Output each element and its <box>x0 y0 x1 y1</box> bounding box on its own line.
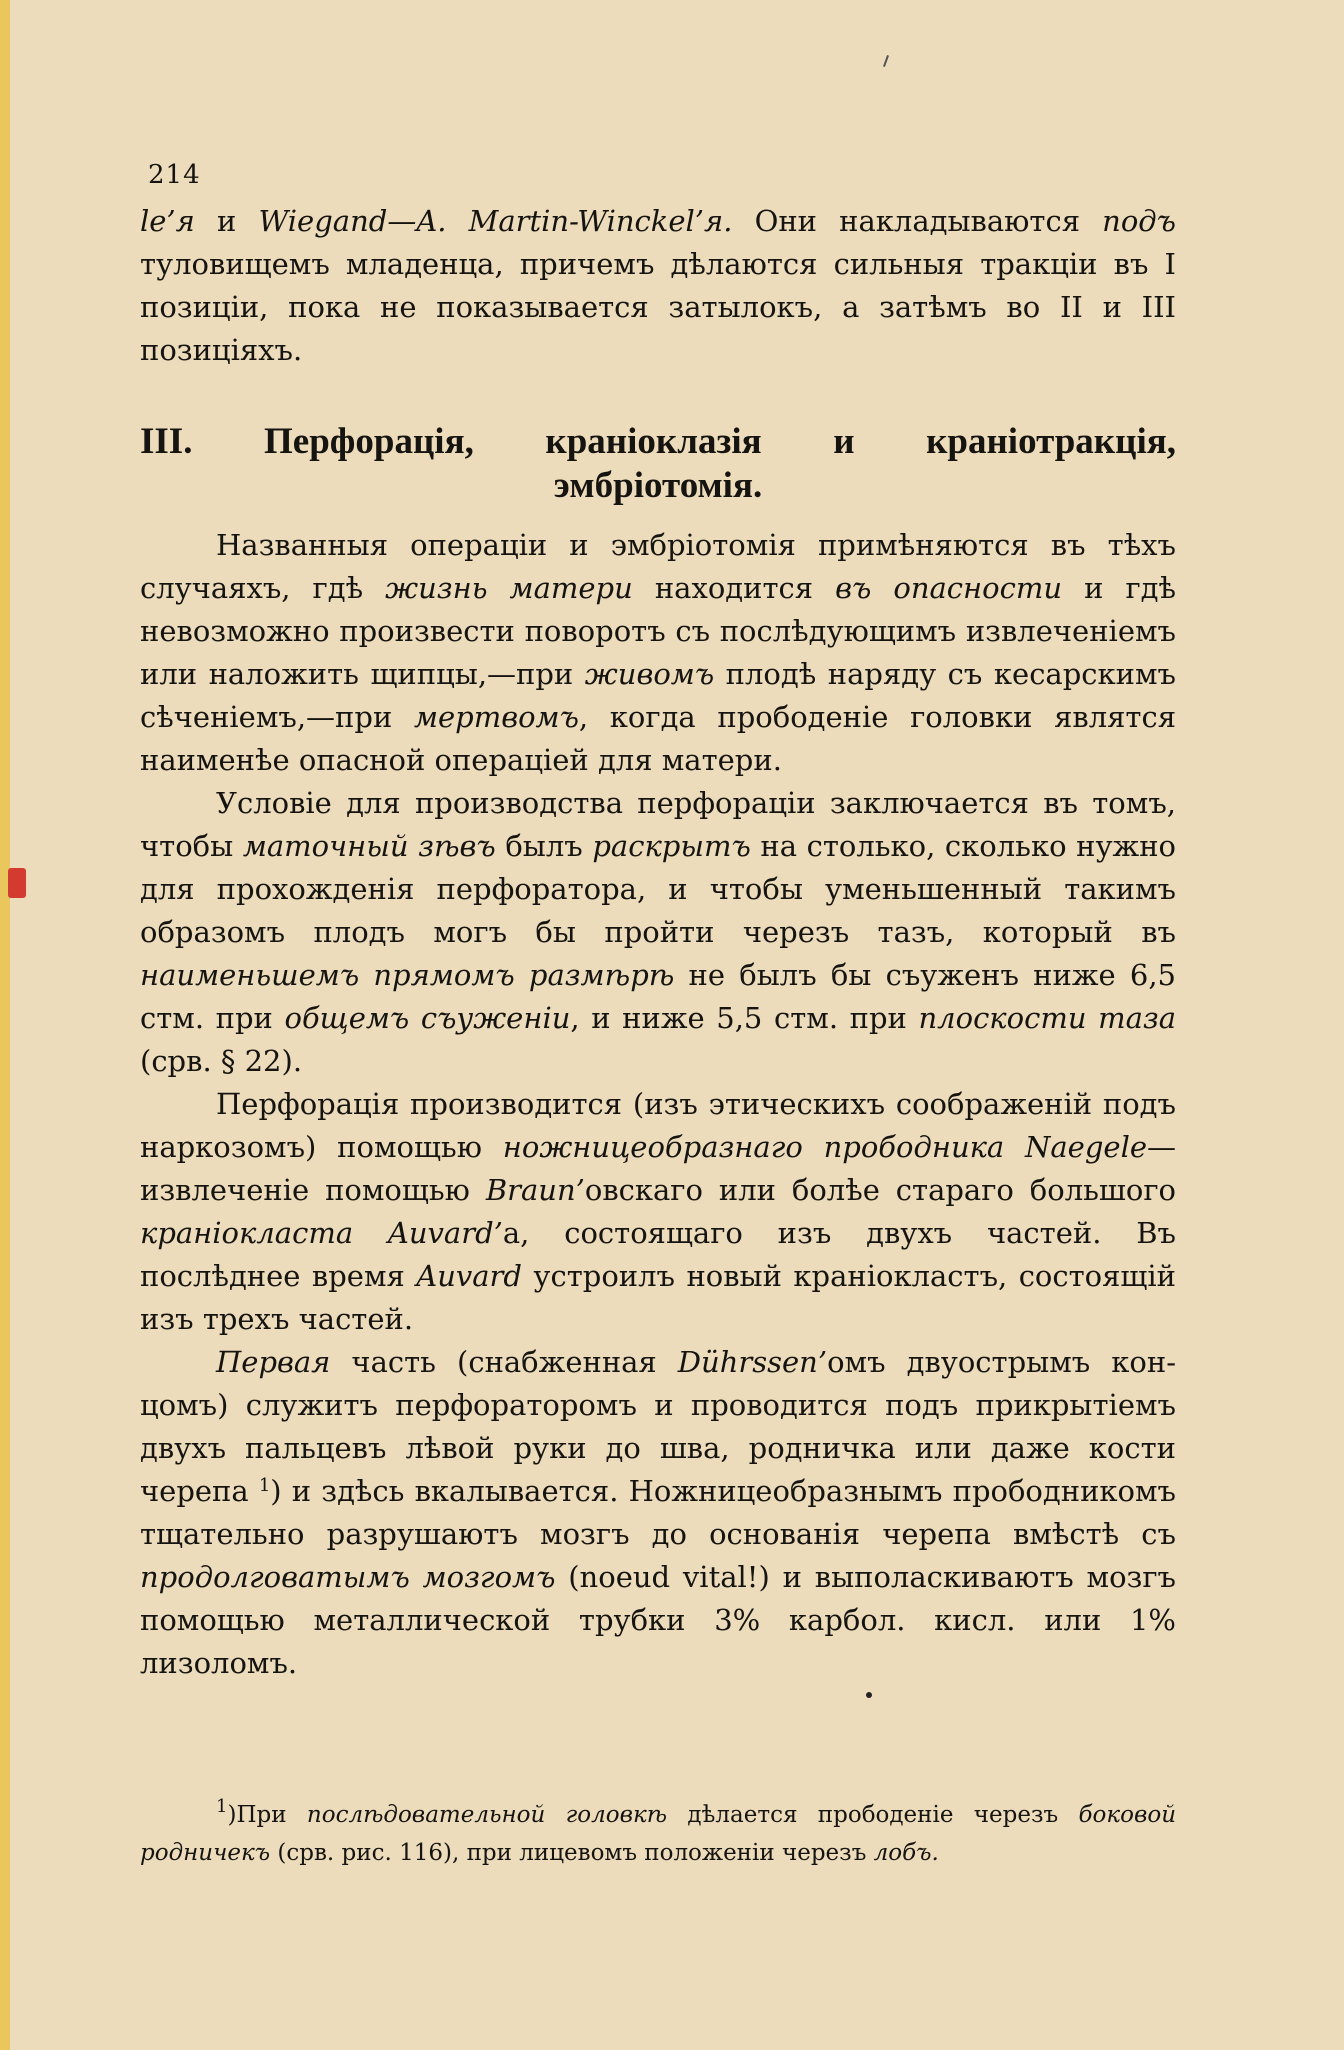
italic-text: маточный зѣвъ <box>242 829 496 863</box>
footnote-marker-paren: ) <box>227 1802 237 1828</box>
text-run: устроилъ новый краніокластъ, состоящій изъ трехъ частей. <box>140 1259 1176 1336</box>
italic-text: послѣдовательной головкѣ <box>306 1802 668 1828</box>
text-run: на столько, сколько нужно для прохожденія перфоратора, и чтобы уменьшенный такимъ образомъ плодъ могъ бы пройти черезъ тазъ, который въ <box>140 829 1176 949</box>
text-run: , и ниже 5,5 стм. при <box>570 1001 919 1035</box>
italic-text: le’я <box>140 204 195 238</box>
text-run: Перфорація производится (изъ этическихъ соображеній подъ наркозомъ) помощью <box>140 1087 1176 1164</box>
section-heading-line-2: эмбріотомія. <box>553 465 763 506</box>
footnote-marker: 1 <box>258 1475 271 1496</box>
paragraph-3 <box>140 1083 1176 1341</box>
italic-text: Первая <box>216 1345 331 1379</box>
text-run: (noeud vital!) и выполаскиваютъ мозгъ помощью металлической трубки 3% карбол. кисл. или 1% лизоломъ. <box>140 1560 1176 1680</box>
text-run: омъ двуострымъ концомъ) служитъ перфораторомъ и проводится подъ прикрытіемъ двухъ пальцевъ лѣвой руки до шва, родничка или даже кости черепа <box>140 1345 1177 1508</box>
text-run: былъ <box>495 829 593 863</box>
italic-text: ножницеобразнаго прободника Naegele <box>502 1130 1148 1164</box>
text-run: находится <box>632 571 836 605</box>
italic-text: лобъ. <box>873 1840 939 1866</box>
italic-text: Dührssen’ <box>677 1345 828 1379</box>
italic-text: жизнь матери <box>385 571 633 605</box>
italic-text: боковой родничекъ <box>140 1802 1177 1866</box>
italic-text: въ опасности <box>835 571 1063 605</box>
italic-text: живомъ <box>584 657 715 691</box>
text-run: часть (снабженная <box>330 1345 678 1379</box>
binding-mark <box>8 868 26 898</box>
italic-text: Wiegand—A. Martin-Winckel’я. <box>258 204 733 238</box>
continuation-text <box>140 200 1176 372</box>
footnote <box>140 1796 1176 1872</box>
text-run: и здѣсь вкалывается. Ножницеобразнымъ прободникомъ тщательно разрушаютъ мозгъ до основанія черепа вмѣстѣ съ <box>140 1474 1176 1551</box>
text-run: (срв. § 22). <box>140 1044 303 1078</box>
section-heading-line-1: III. Перфорація, краніоклазія и краніотракція, <box>140 421 1176 462</box>
section-heading <box>140 420 1176 508</box>
italic-text: мертвомъ <box>413 700 579 734</box>
text-run: , когда прободеніе головки являтся наименѣе опасной операціей для матери. <box>140 700 1176 777</box>
page-number: 214 <box>148 160 201 190</box>
italic-text: подъ <box>1102 204 1177 238</box>
italic-text: раскрытъ <box>592 829 751 863</box>
footnote-text <box>140 1796 1176 1872</box>
text-run: Они накладываются <box>732 204 1103 238</box>
italic-text: наименьшемъ прямомъ размѣрѣ <box>140 958 675 992</box>
page-edge <box>0 0 10 2050</box>
text-run: туловищемъ младенца, причемъ дѣлаются сильныя тракціи въ I позиціи, пока не показывается затылокъ, а затѣмъ во II и III позиціяхъ. <box>140 247 1176 367</box>
text-run: Названныя операціи и эмбріотомія примѣняются въ тѣхъ случаяхъ, гдѣ <box>140 528 1176 605</box>
paragraph-2 <box>140 782 1176 1083</box>
italic-text: общемъ съуженіи <box>284 1001 571 1035</box>
paragraph-4 <box>140 1341 1176 1685</box>
footnote-marker: 1 <box>216 1796 228 1817</box>
italic-text: плоскости таза <box>918 1001 1177 1035</box>
text-run: и <box>194 204 259 238</box>
text-run: не былъ бы съуженъ ниже 6,5 стм. при <box>140 958 1176 1035</box>
text-run: а, состоящаго изъ двухъ частей. Въ послѣднее время <box>140 1216 1176 1293</box>
italic-text: Auvard <box>416 1259 522 1293</box>
text-run: —извлеченіе помощью <box>140 1130 1177 1207</box>
text-run: плодѣ наряду съ кесарскимъ сѣченіемъ,—при <box>140 657 1176 734</box>
text-run: дѣлается прободеніе черезъ <box>667 1802 1079 1828</box>
italic-text: Braun’ <box>485 1173 585 1207</box>
italic-text: продолговатымъ мозгомъ <box>140 1560 556 1594</box>
text-run: (срв. рис. 116), при лицевомъ положеніи черезъ <box>270 1840 874 1866</box>
text-run: При <box>236 1802 307 1828</box>
text-run: и гдѣ невозможно произвести поворотъ съ послѣдующимъ извлеченіемъ или наложить щипцы,—при <box>140 571 1177 691</box>
footnote-marker-paren: ) <box>270 1474 282 1508</box>
text-run: овскаго или болѣе стараго большого <box>584 1173 1176 1207</box>
continuation-paragraph <box>140 200 1176 372</box>
ink-dot <box>866 1692 872 1698</box>
paragraph-1 <box>140 524 1176 782</box>
paper-speck <box>883 55 889 67</box>
text-run: Условіе для производства перфораціи заключается въ томъ, чтобы <box>140 786 1176 863</box>
italic-text: краніокласта Auvard’ <box>140 1216 503 1250</box>
body-text <box>140 524 1176 1685</box>
